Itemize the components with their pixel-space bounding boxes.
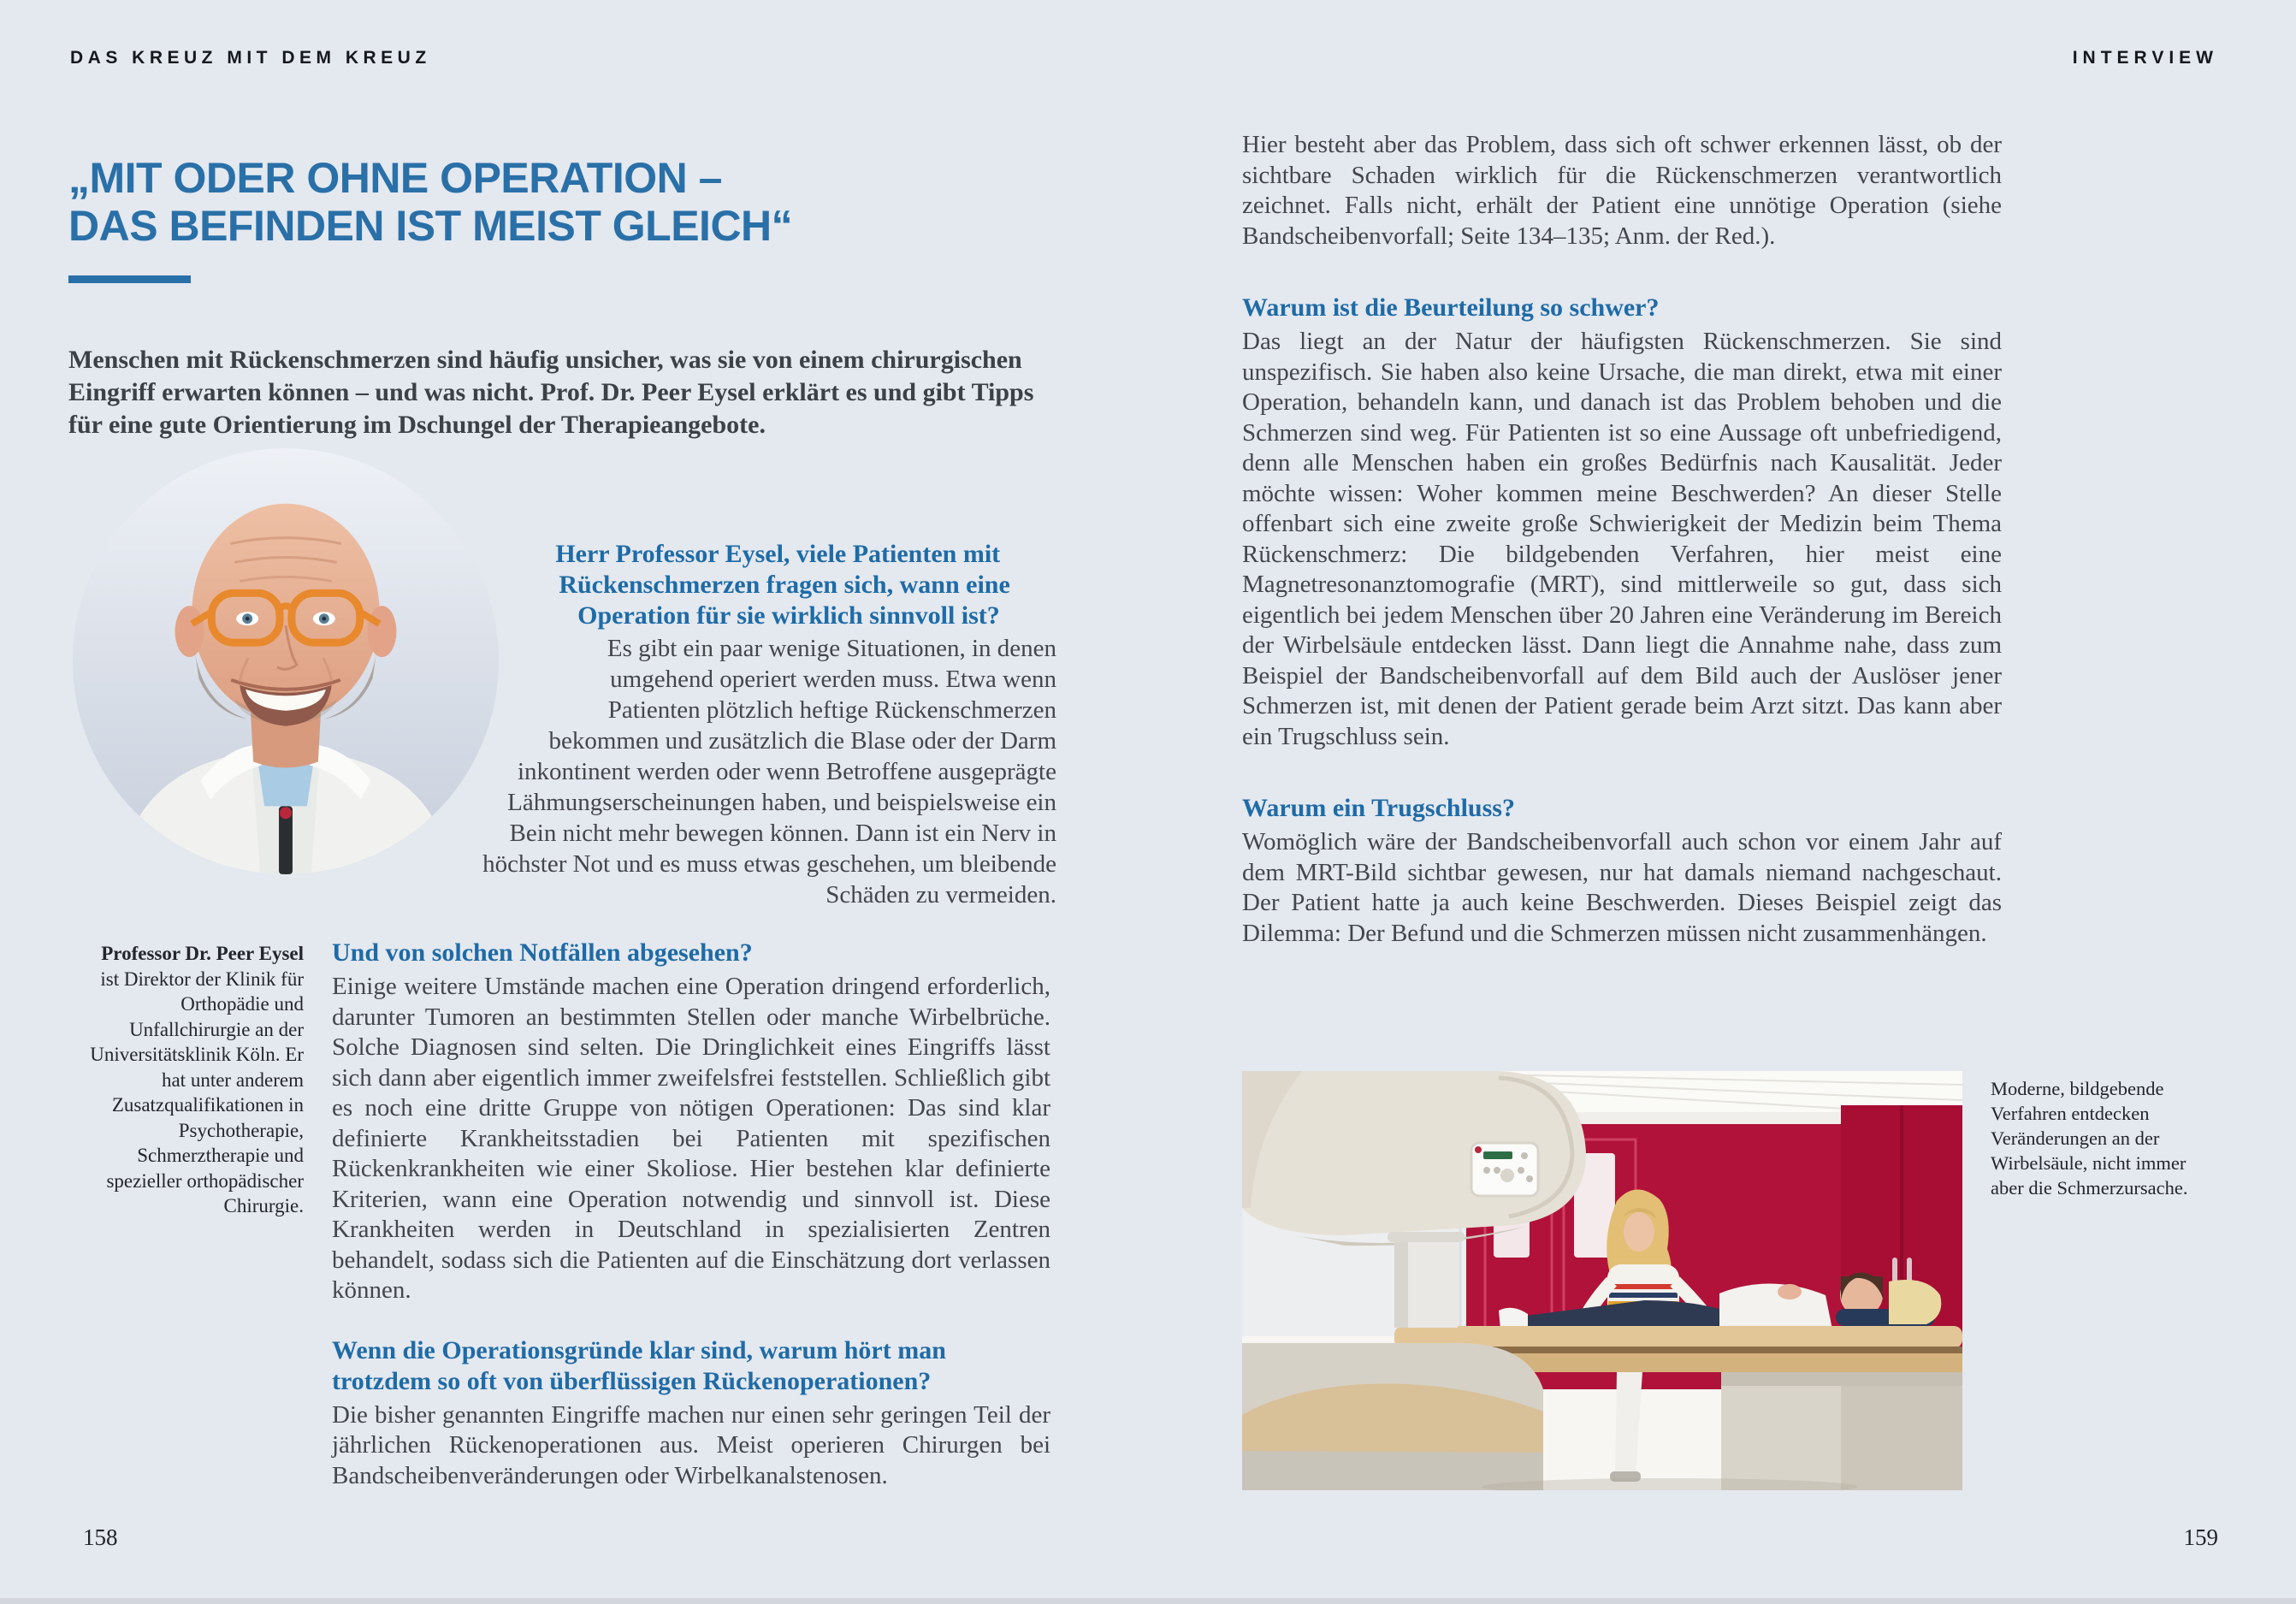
- article-title: [68, 154, 1061, 251]
- answer-2: Einige weitere Umstände machen eine Operation dringend erforderlich, darunter Tumoren an bestimmten Stellen oder manche Wirbelbrüche. Solche Diagnosen sind selten. Die Dringlichkeit eines Eingriffs lässt sich dann aber eigentlich immer zweifelsfrei feststellen. Schließlich gibt es noch eine dritte Gruppe von nötigen Operationen: Das sind klar definierte Krankheitsstadien bei Patienten mit spezifischen Rückenkrankheiten wie einer Skoliose. Hier bestehen klar definierte Kriterien, wann eine Operation notwendig und sinnvoll ist. Diese Krankheiten werden in Deutschland in spezialisierten Zentren behandelt, sodass sich die Patienten auf die Einschätzung dort verlassen können.: [332, 973, 1050, 1304]
- question-3: Wenn die Operationsgründe klar sind, warum hört man trotzdem so oft von überflüssigen Rückenoperationen?: [332, 1335, 946, 1395]
- portrait-caption-text: ist Direktor der Klinik für Orthopädie und Unfallchirurgie an der Universitätsklinik Köln. Er hat unter anderem Zusatzqualifikationen in Psychotherapie, Schmerztherapie und spezieller orthopädischer Chirurgie.: [90, 968, 304, 1216]
- right-column: [1242, 130, 2002, 949]
- answer-4: Das liegt an der Natur der häufigsten Rückenschmerzen. Sie sind unspezifisch. Sie haben also keine Ursache, die man direkt, etwa mit einer Operation, behandeln kann, und danach ist das Problem behoben und die Schmerzen sind weg. Für Patienten ist so eine Aussage oft unbefriedigend, denn alle Menschen haben ein großes Bedürfnis nach Kausalität. Jeder möchte wissen: Woher kommen meine Beschwerden? An dieser Stelle offenbart sich eine zweite große Schwierigkeit der Medizin beim Thema Rückenschmerz: Die bildgebenden Verfahren, hier meist eine Magnetresonanztomografie (MRT), sind mittlerweile so gut, dass sich eigentlich bei jedem Menschen über 20 Jahren eine Veränderung im Bereich der Wirbelsäule entdecken lässt. Dann liegt die Annahme nahe, dass zum Beispiel der Bandscheibenvorfall auf dem Bild auch der Auslöser jener Schmerzen ist, mit denen der Patient gerade beim Arzt sitzt. Das kann aber ein Trugschluss sein.: [1242, 328, 2002, 750]
- right-page-kicker: INTERVIEW: [2072, 48, 2218, 68]
- continued-answer: Hier besteht aber das Problem, dass sich oft schwer erkennen lässt, ob der sichtbare Schaden wirklich für die Rückenschmerzen verantwortlich zeichnet. Falls nicht, erhält der Patient eine unnötige Operation (siehe Bandscheibenvorfall; Seite 134–135; Anm. der Red.).: [1242, 131, 2002, 250]
- portrait-caption-name: Professor Dr. Peer Eysel: [101, 943, 304, 964]
- question-5: Warum ein Trugschluss?: [1242, 794, 1515, 822]
- page-number-left: 158: [83, 1524, 118, 1550]
- left-page-kicker: DAS KREUZ MIT DEM KREUZ: [70, 48, 431, 68]
- question-2: Und von solchen Notfällen abgesehen?: [332, 938, 753, 967]
- answer-3: Die bisher genannten Eingriffe machen nur einen sehr geringen Teil der jährlichen Rückenoperationen aus. Meist operieren Chirurgen bei Bandscheibenveränderungen oder Wirbelkanalstenosen.: [332, 1400, 1050, 1489]
- page-bottom-edge: [0, 1598, 2296, 1604]
- mri-room-illustration: [1242, 1071, 1962, 1490]
- mri-photo-caption: Moderne, bildgebende Verfahren entdecken Veränderungen an der Wirbelsäule, nicht immer aber die Schmerzursache.: [1991, 1078, 2188, 1199]
- article-title-line1: „MIT ODER OHNE OPERATION –: [68, 153, 722, 202]
- interview-opening-section: [73, 443, 1056, 910]
- article-intro: Menschen mit Rückenschmerzen sind häufig unsicher, was sie von einem chirurgischen Eingriff erwarten können – und was nicht. Prof. Dr. Peer Eysel erklärt es und gibt Tipps für eine gute Orientierung im Dschungel der Therapieangebote.: [68, 346, 1034, 439]
- article-title-line2: DAS BEFINDEN IST MEIST GLEICH“: [68, 202, 793, 250]
- title-accent-rule: [68, 275, 191, 283]
- answer-1: Es gibt ein paar wenige Situationen, in denen umgehend operiert werden muss. Etwa wenn Patienten plötzlich heftige Rückenschmerzen bekommen und zusätzlich die Blase oder der Darm inkontinent werden oder wenn Betroffene ausgeprägte Lähmungserscheinungen haben, und beispielsweise ein Bein nicht mehr bewegen können. Dann ist ein Nerv in höchster Not und es muss etwas geschehen, um bleibende Schäden zu vermeiden.: [482, 635, 1056, 909]
- professor-portrait-illustration: [73, 448, 499, 874]
- question-4: Warum ist die Beurteilung so schwer?: [1242, 293, 1660, 322]
- page-number-right: 159: [2183, 1524, 2218, 1550]
- mri-room-photo: [1242, 1071, 1962, 1490]
- left-column-lower: [332, 938, 1050, 1491]
- professor-portrait-photo: [73, 448, 499, 874]
- answer-5: Womöglich wäre der Bandscheibenvorfall auch schon vor einem Jahr auf dem MRT-Bild sichtbar gewesen, nur hat damals niemand nachgeschaut. Der Patient hatte ja auch keine Beschwerden. Dieses Beispiel zeigt das Dilemma: Der Befund und die Schmerzen müssen nicht zusammenhängen.: [1242, 828, 2002, 947]
- portrait-caption: [88, 941, 304, 1219]
- paragraph-gap: [332, 1306, 1050, 1335]
- question-1: Herr Professor Eysel, viele Patienten mit Rückenschmerzen fragen sich, wann eine Operation für sie wirklich sinnvoll ist?: [555, 540, 1010, 630]
